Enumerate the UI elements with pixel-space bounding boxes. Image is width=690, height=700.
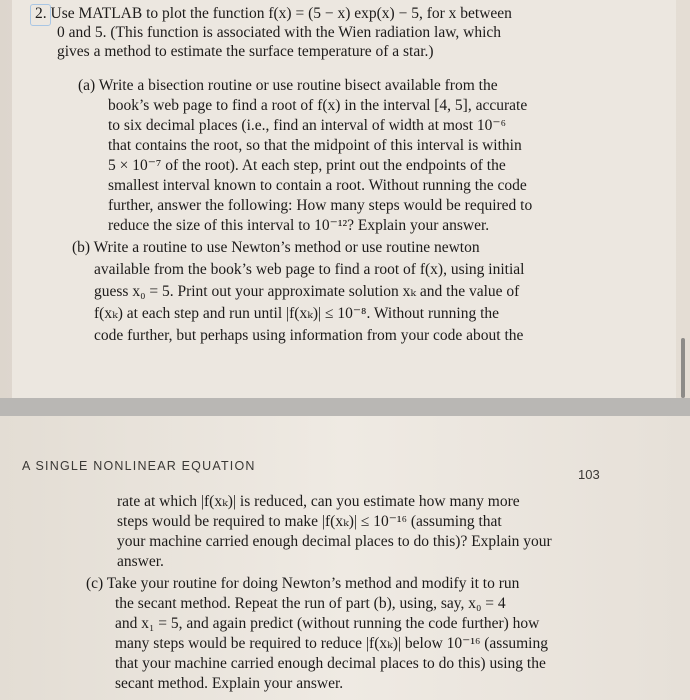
text-line: available from the book’s web page to find a root of f(x), using initial <box>94 261 525 278</box>
text-line: many steps would be required to reduce |f(xₖ)| below 10⁻¹⁶ (assuming <box>115 635 548 652</box>
text-line: your machine carried enough decimal places to do this)? Explain your <box>117 533 552 550</box>
text-line: smallest interval known to contain a root. Without running the code <box>108 177 527 194</box>
text-line: and x₁ = 5, and again predict (without running the code further) how <box>115 615 540 632</box>
text-line: secant method. Explain your answer. <box>115 675 344 692</box>
text-line: 0 and 5. (This function is associated with the Wien radiation law, which <box>57 24 502 41</box>
text-line: rate at which |f(xₖ)| is reduced, can you estimate how many more <box>117 493 520 510</box>
scrollbar-thumb[interactable] <box>681 338 685 398</box>
text-line: answer. <box>117 553 164 570</box>
text-line: (c) Take your routine for doing Newton’s method and modify it to run <box>86 575 520 592</box>
text-line: f(xₖ) at each step and run until |f(xₖ)| ≤ 10⁻⁸. Without running the <box>94 305 500 322</box>
text-line: steps would be required to make |f(xₖ)| ≤ 10⁻¹⁶ (assuming that <box>117 513 502 530</box>
text-line: (a) Write a bisection routine or use routine bisect available from the <box>78 77 498 94</box>
page-number: 103 <box>578 467 600 482</box>
text-line: 5 × 10⁻⁷ of the root). At each step, print out the endpoints of the <box>108 157 506 174</box>
text-line: guess x₀ = 5. Print out your approximate solution xₖ and the value of <box>94 283 520 300</box>
text-line: to six decimal places (i.e., find an interval of width at most 10⁻⁶ <box>108 117 506 134</box>
text-line: (b) Write a routine to use Newton’s method or use routine newton <box>72 239 480 256</box>
text-line: the secant method. Repeat the run of part (b), using, say, x₀ = 4 <box>115 595 506 612</box>
text-line: that contains the root, so that the midpoint of this interval is within <box>108 137 522 154</box>
text-line: reduce the size of this interval to 10⁻¹²? Explain your answer. <box>108 217 490 234</box>
text-line: code further, but perhaps using information from your code about the <box>94 327 524 344</box>
page-divider <box>0 398 690 416</box>
text-line: further, answer the following: How many steps would be required to <box>108 197 533 214</box>
text-line: 2. Use MATLAB to plot the function f(x) = (5 − x) exp(x) − 5, for x between <box>35 5 512 22</box>
running-header: A SINGLE NONLINEAR EQUATION <box>22 459 256 473</box>
text-line: that your machine carried enough decimal places to do this) using the <box>115 655 546 672</box>
text-line: gives a method to estimate the surface temperature of a star.) <box>57 43 434 60</box>
text-line: book’s web page to find a root of f(x) in the interval [4, 5], accurate <box>108 97 528 114</box>
